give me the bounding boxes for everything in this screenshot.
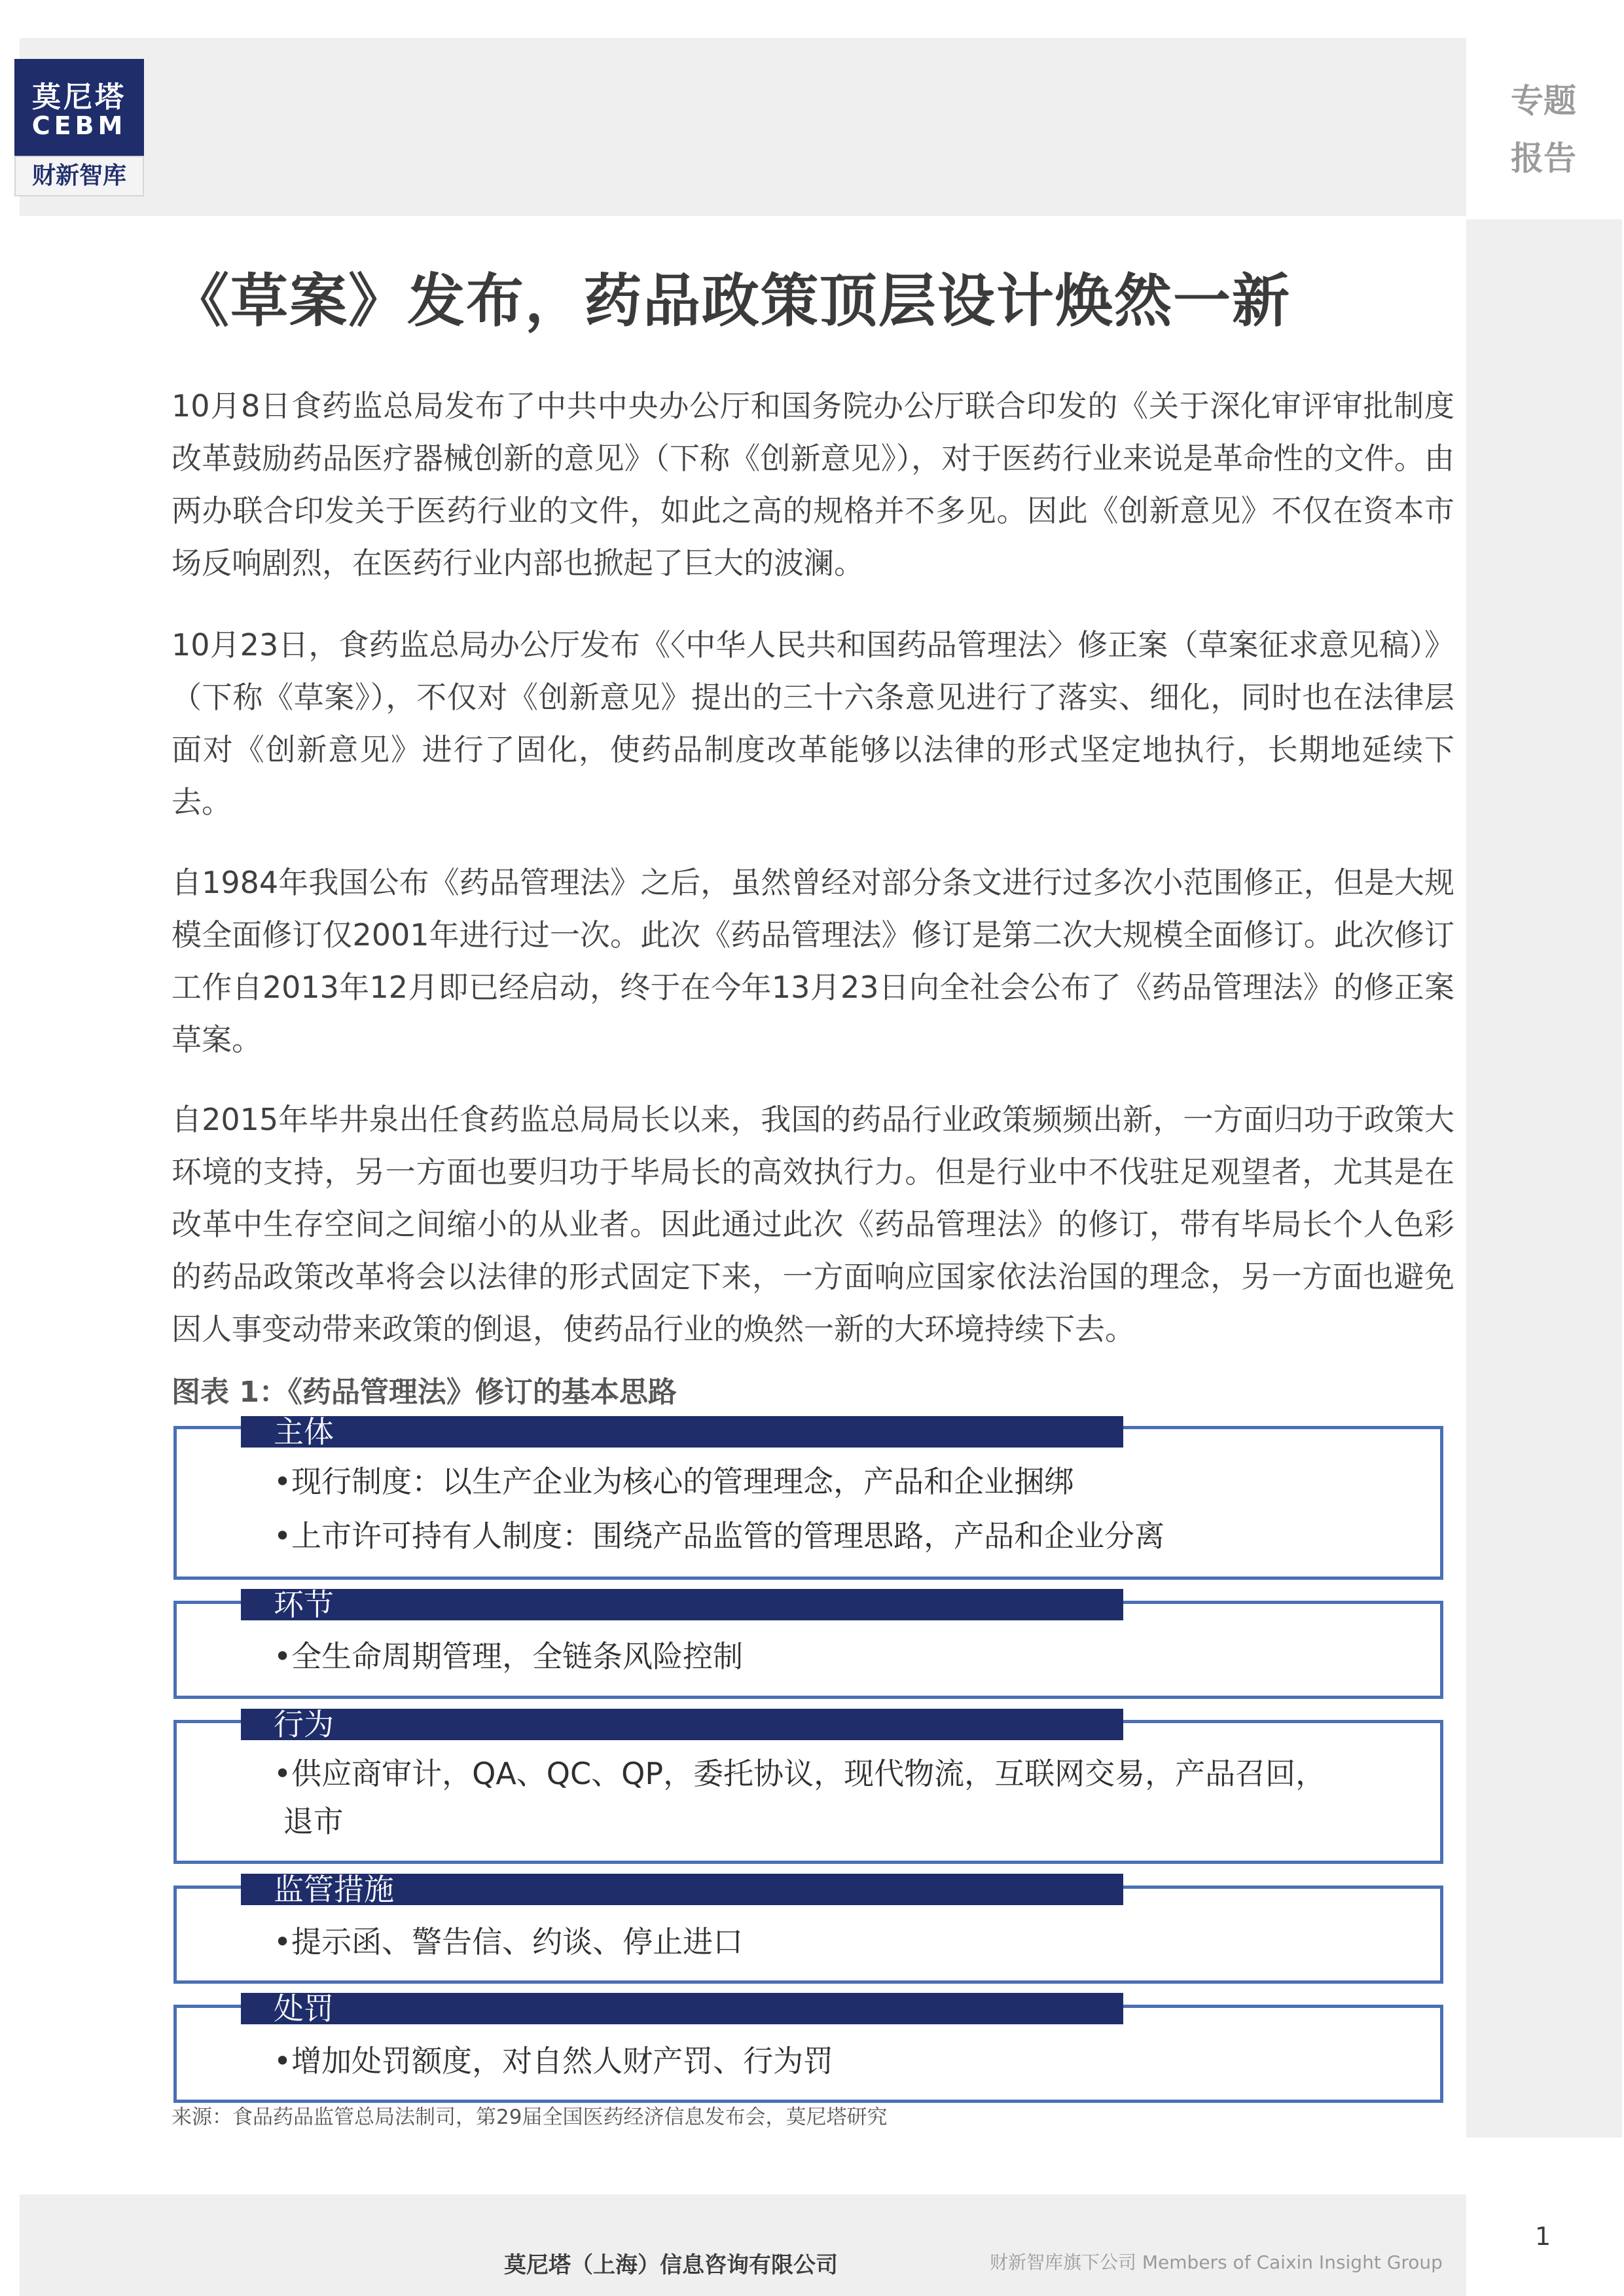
report-type-label xyxy=(1478,72,1609,187)
footer-group: 财新智库旗下公司 Members of Caixin Insight Group xyxy=(990,2251,1443,2273)
side-band xyxy=(1466,219,1622,2138)
logo-subtitle: 财新智库 xyxy=(14,156,144,196)
figure-caption: 图表 1：《药品管理法》修订的基本思路 xyxy=(171,1376,677,1409)
paragraph-3: 自1984年我国公布《药品管理法》之后，虽然曾经对部分条文进行过多次小范围修正，但是大规模全面修订仅2001年进行过一次。此次《药品管理法》修订是第二次大规模全面修订。此次修订工作自2013年12月即已经启动，终于在今年13月23日向全社会公布了《药品管理法》的修正案草案。 xyxy=(171,865,1454,1057)
figure-section-heading: 主体 xyxy=(241,1416,1123,1448)
figure-section-line: •提示函、警告信、约谈、停止进口 xyxy=(274,1924,744,1959)
figure-section-heading: 行为 xyxy=(241,1709,1123,1740)
figure-section-heading: 监管措施 xyxy=(241,1874,1123,1905)
header-band xyxy=(20,38,1466,216)
logo-top xyxy=(14,59,144,156)
report-type-label-line: 专题 xyxy=(1511,82,1576,120)
figure-section-line: •上市许可持有人制度：围绕产品监管的管理思路，产品和企业分离 xyxy=(274,1518,1165,1554)
paragraph-1: 10月8日食药监总局发布了中共中央办公厅和国务院办公厅联合印发的《关于深化审评审批制度改革鼓励药品医疗器械创新的意见》（下称《创新意见》），对于医药行业来说是革命性的文件。由两办联合印发关于医药行业的文件，如此之高的规格并不多见。因此《创新意见》不仅在资本市场反响剧烈，在医药行业内部也掀起了巨大的波澜。 xyxy=(171,388,1454,581)
page-number: 1 xyxy=(1535,2222,1551,2251)
logo-name-cn: 莫尼塔 xyxy=(32,81,126,114)
figure-section-heading: 处罚 xyxy=(241,1993,1123,2024)
page-title: 《草案》发布，药品政策顶层设计焕然一新 xyxy=(171,267,1291,335)
figure-section-heading: 环节 xyxy=(241,1589,1123,1620)
logo-name-en: CEBM xyxy=(31,111,127,140)
cebm-logo xyxy=(14,59,144,196)
report-type-label-line: 报告 xyxy=(1511,139,1576,177)
footer-band xyxy=(20,2195,1466,2296)
footer-company: 莫尼塔（上海）信息咨询有限公司 xyxy=(504,2252,838,2278)
figure-section-line: 退市 xyxy=(274,1804,344,1839)
figure-section-line: •全生命周期管理，全链条风险控制 xyxy=(274,1639,744,1674)
figure-section-line: •现行制度：以生产企业为核心的管理理念，产品和企业捆绑 xyxy=(274,1464,1075,1499)
figure-source: 来源：食品药品监管总局法制司，第29届全国医药经济信息发布会，莫尼塔研究 xyxy=(171,2105,888,2129)
paragraph-2: 10月23日，食药监总局办公厅发布《〈中华人民共和国药品管理法〉修正案（草案征求意见稿）》（下称《草案》），不仅对《创新意见》提出的三十六条意见进行了落实、细化，同时也在法律层面对《创新意见》进行了固化，使药品制度改革能够以法律的形式坚定地执行，长期地延续下去。 xyxy=(171,627,1454,820)
paragraph-4: 自2015年毕井泉出任食药监总局局长以来，我国的药品行业政策频频出新，一方面归功于政策大环境的支持，另一方面也要归功于毕局长的高效执行力。但是行业中不伐驻足观望者，尤其是在改革中生存空间之间缩小的从业者。因此通过此次《药品管理法》的修订，带有毕局长个人色彩的药品政策改革将会以法律的形式固定下来，一方面响应国家依法治国的理念，另一方面也避免因人事变动带来政策的倒退，使药品行业的焕然一新的大环境持续下去。 xyxy=(171,1102,1454,1347)
figure-section-line: •增加处罚额度，对自然人财产罚、行为罚 xyxy=(274,2043,834,2079)
figure-section-line: •供应商审计，QA、QC、QP，委托协议，现代物流，互联网交易，产品召回， xyxy=(274,1756,1326,1791)
